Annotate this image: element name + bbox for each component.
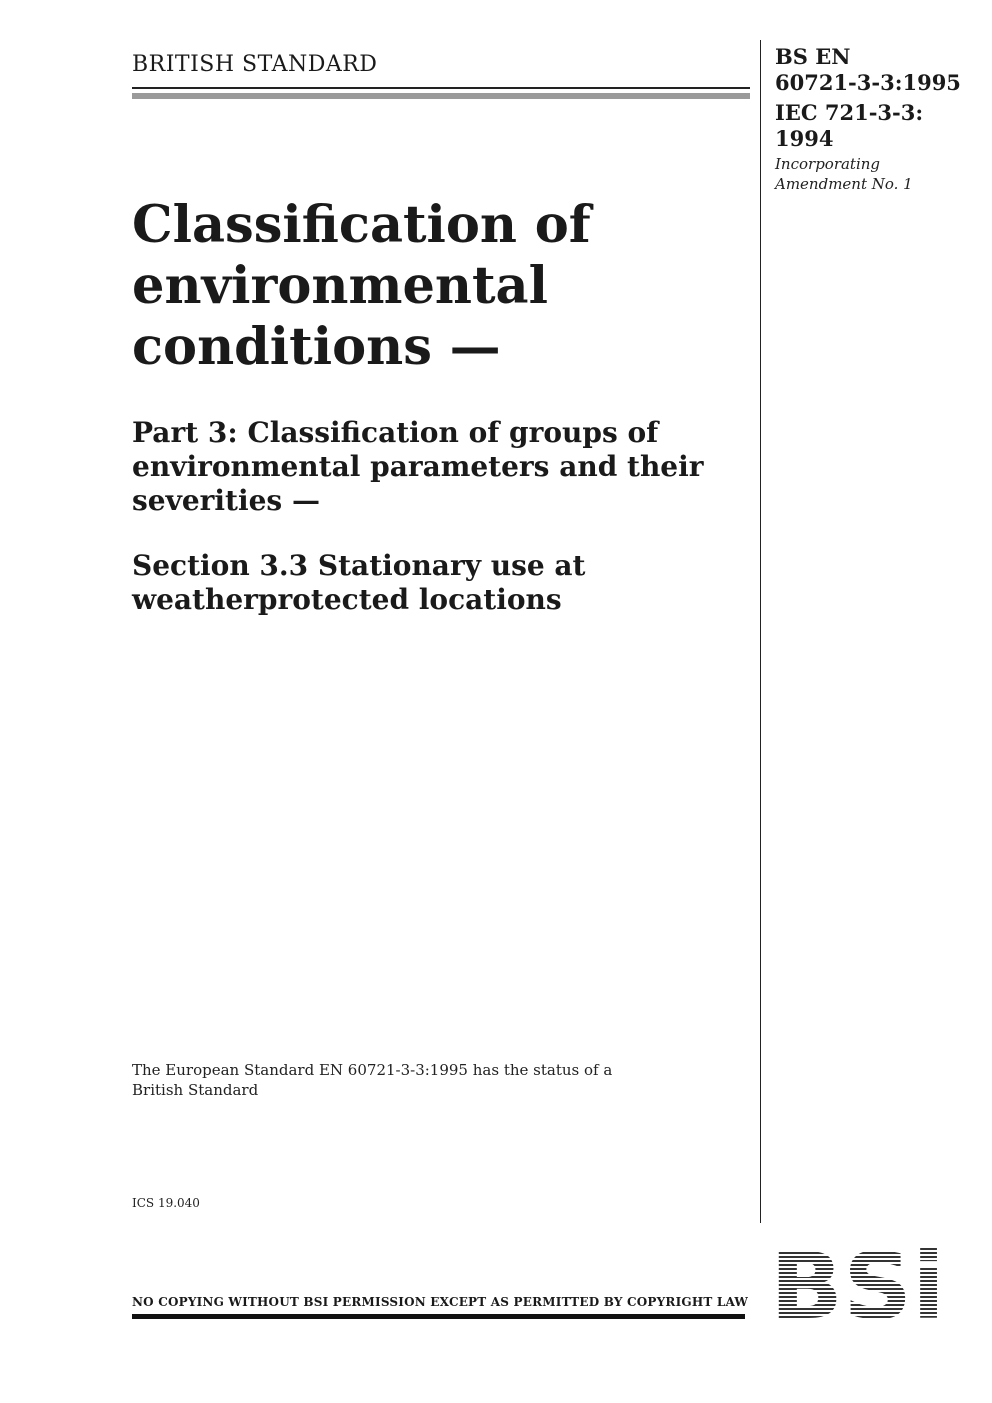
page-title: Classification of environmental conditions —	[132, 195, 591, 377]
copyright-notice: NO COPYING WITHOUT BSI PERMISSION EXCEPT AS PERMITTED BY COPYRIGHT LAW	[132, 1295, 749, 1309]
incorporating-line1: Incorporating	[775, 155, 881, 173]
header-label: BRITISH STANDARD	[132, 52, 378, 77]
standard-number-line2: 60721-3-3:1995	[775, 70, 961, 95]
iec-number-line2: 1994	[775, 126, 834, 151]
standard-number-line1: BS EN	[775, 44, 851, 69]
incorporating-line2: Amendment No. 1	[775, 175, 913, 193]
footer-rule	[132, 1314, 745, 1319]
header-rule-thin	[132, 87, 750, 89]
bsi-logo-text: BSi	[770, 1244, 945, 1322]
status-line2: British Standard	[132, 1081, 259, 1099]
part-subtitle: Part 3: Classification of groups of environmental parameters and their severities —	[132, 416, 704, 517]
bsi-logo	[770, 1244, 945, 1322]
iec-number-line1: IEC 721-3-3:	[775, 100, 924, 125]
sidebar-divider	[760, 40, 761, 1223]
section-title: Section 3.3 Stationary use at weatherprotected locations	[132, 549, 586, 616]
status-line1: The European Standard EN 60721-3-3:1995 has the status of a	[132, 1061, 613, 1079]
header-rule-gray	[132, 93, 750, 99]
status-statement	[132, 1060, 652, 1100]
ics-code: ICS 19.040	[132, 1196, 200, 1210]
